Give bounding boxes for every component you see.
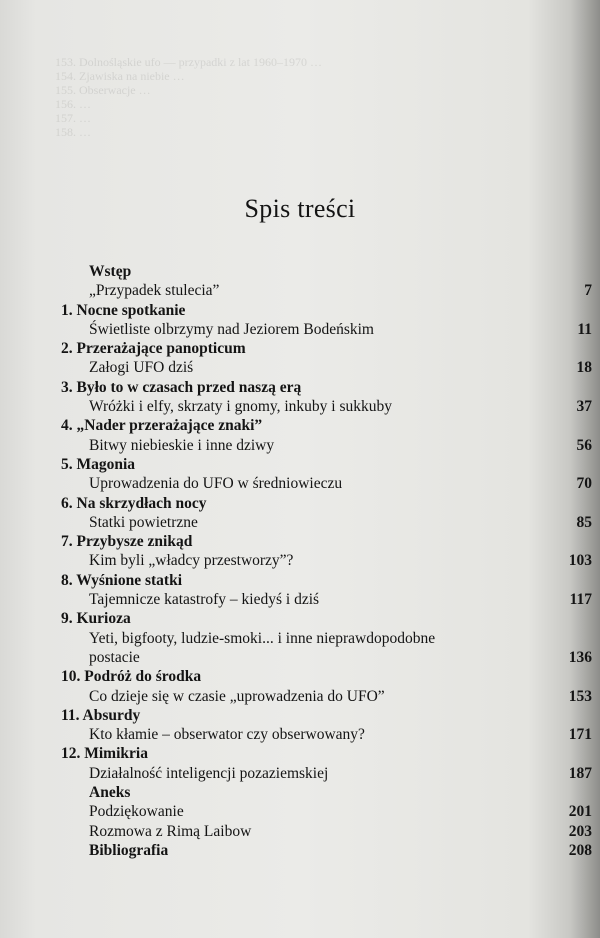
- toc-heading-row: [0, 455, 600, 474]
- toc-subtitle-row: [0, 397, 600, 416]
- toc-entry-text: 3. Było to w czasach przed naszą erą: [61, 378, 302, 396]
- toc-heading-row: [0, 706, 600, 725]
- toc-entry-text: Bitwy niebieskie i inne dziwy: [89, 436, 275, 454]
- bleed-line: 156. …: [55, 97, 91, 111]
- toc-entry-text: 2. Przerażające panopticum: [61, 340, 246, 358]
- toc-subtitle-row: [0, 513, 600, 532]
- toc-entry-text: 7. Przybysze znikąd: [61, 533, 193, 551]
- toc-entry-text: Wróżki i elfy, skrzaty i gnomy, inkuby i sukkuby: [89, 398, 393, 416]
- toc-entry-text: Rozmowa z Rimą Laibow: [89, 822, 252, 840]
- toc-page-number: 201: [568, 803, 592, 821]
- toc-page-number: 37: [576, 398, 592, 416]
- toc-heading-row: [0, 571, 600, 590]
- toc-page-number: 103: [568, 552, 592, 570]
- toc-heading-row: [0, 841, 600, 860]
- toc-entry-text: Podziękowanie: [89, 803, 184, 821]
- toc-entry-text: Wstęp: [89, 263, 132, 280]
- toc-heading-row: [0, 744, 600, 763]
- toc-entry-text: 4. „Nader przerażające znaki”: [61, 417, 263, 435]
- toc-entry-text: Tajemnicze katastrofy – kiedyś i dziś: [89, 591, 320, 609]
- toc-entry-text: Świetliste olbrzymy nad Jeziorem Bodeńskim: [89, 320, 374, 338]
- toc-heading-row: [0, 416, 600, 435]
- toc-entry-text: Uprowadzenia do UFO w średniowieczu: [89, 475, 343, 493]
- toc-page-number: 153: [568, 687, 592, 705]
- toc-heading-row: [0, 609, 600, 628]
- toc-entry-text: postacie: [89, 648, 140, 666]
- toc-entry-text: 6. Na skrzydłach nocy: [61, 494, 207, 512]
- toc-entry-text: 10. Podróż do środka: [61, 668, 202, 686]
- toc-entry-text: 1. Nocne spotkanie: [61, 301, 186, 319]
- toc-subtitle-row: [0, 590, 600, 609]
- toc-subtitle-row: [0, 281, 600, 300]
- toc-subtitle-row: [0, 725, 600, 744]
- toc-entry-text: Statki powietrzne: [89, 513, 198, 531]
- toc-entry-text: Kim byli „władcy przestworzy”?: [89, 552, 294, 570]
- toc-subtitle-row: [0, 436, 600, 455]
- toc-page-number: 85: [576, 513, 592, 531]
- toc-entry-text: Aneks: [89, 784, 131, 802]
- toc-entry-text: Kto kłamie – obserwator czy obserwowany?: [89, 726, 365, 744]
- bleed-line: 155. Obserwacje …: [55, 83, 151, 97]
- toc-heading-row: [0, 667, 600, 686]
- toc-entry-text: 9. Kurioza: [61, 610, 131, 628]
- toc-heading-row: [0, 339, 600, 358]
- bleed-line: 158. …: [55, 125, 91, 139]
- toc-entry-text: 8. Wyśnione statki: [61, 571, 183, 589]
- toc-subtitle-row: [0, 474, 600, 493]
- toc-page-number: 136: [568, 648, 592, 666]
- toc-entry-text: Bibliografia: [89, 841, 169, 859]
- toc-entry-text: Działalność inteligencji pozaziemskiej: [89, 764, 329, 782]
- toc-page-number: 171: [568, 726, 592, 744]
- toc-heading-row: [0, 494, 600, 513]
- toc-entry-text: 5. Magonia: [61, 455, 136, 473]
- toc-subtitle-row: [0, 648, 600, 667]
- toc-subtitle-row: [0, 551, 600, 570]
- toc-page-number: 11: [577, 320, 592, 338]
- toc-subtitle-row: [0, 822, 600, 841]
- show-through-text: [55, 55, 570, 139]
- toc-heading-row: [0, 262, 600, 281]
- toc-entry-text: Załogi UFO dziś: [89, 359, 194, 377]
- toc-page-number: 7: [584, 282, 592, 300]
- toc-entry-text: 12. Mimikria: [61, 745, 148, 763]
- toc-subtitle-row: [0, 802, 600, 821]
- toc-page-number: 70: [576, 475, 592, 493]
- toc-subtitle-row: [0, 764, 600, 783]
- toc-subtitle-row: [0, 358, 600, 377]
- toc-page-number: 18: [576, 359, 592, 377]
- toc-heading-row: [0, 301, 600, 320]
- toc-page-number: 56: [576, 436, 592, 454]
- toc-heading-row: [0, 378, 600, 397]
- bleed-line: 153. Dolnośląskie ufo — przypadki z lat 1960–1970 …: [55, 55, 322, 69]
- toc-heading-row: [0, 532, 600, 551]
- table-of-contents: [0, 262, 600, 860]
- bleed-line: 154. Zjawiska na niebie …: [55, 69, 185, 83]
- toc-entry-text: 11. Absurdy: [61, 706, 141, 724]
- bleed-line: 157. …: [55, 111, 91, 125]
- toc-subtitle-row: [0, 629, 600, 648]
- toc-page-number: 187: [568, 764, 592, 782]
- toc-subtitle-row: [0, 320, 600, 339]
- toc-entry-text: „Przypadek stulecia”: [89, 282, 220, 300]
- toc-page-number: 117: [569, 591, 592, 609]
- toc-entry-text: Yeti, bigfooty, ludzie-smoki... i inne nieprawdopodobne: [89, 629, 436, 647]
- toc-subtitle-row: [0, 687, 600, 706]
- toc-entry-text: Co dzieje się w czasie „uprowadzenia do UFO”: [89, 687, 385, 705]
- page-title: Spis treści: [244, 194, 356, 223]
- toc-page-number: 203: [568, 822, 592, 840]
- toc-page-number: 208: [568, 841, 592, 859]
- toc-heading-row: [0, 783, 600, 802]
